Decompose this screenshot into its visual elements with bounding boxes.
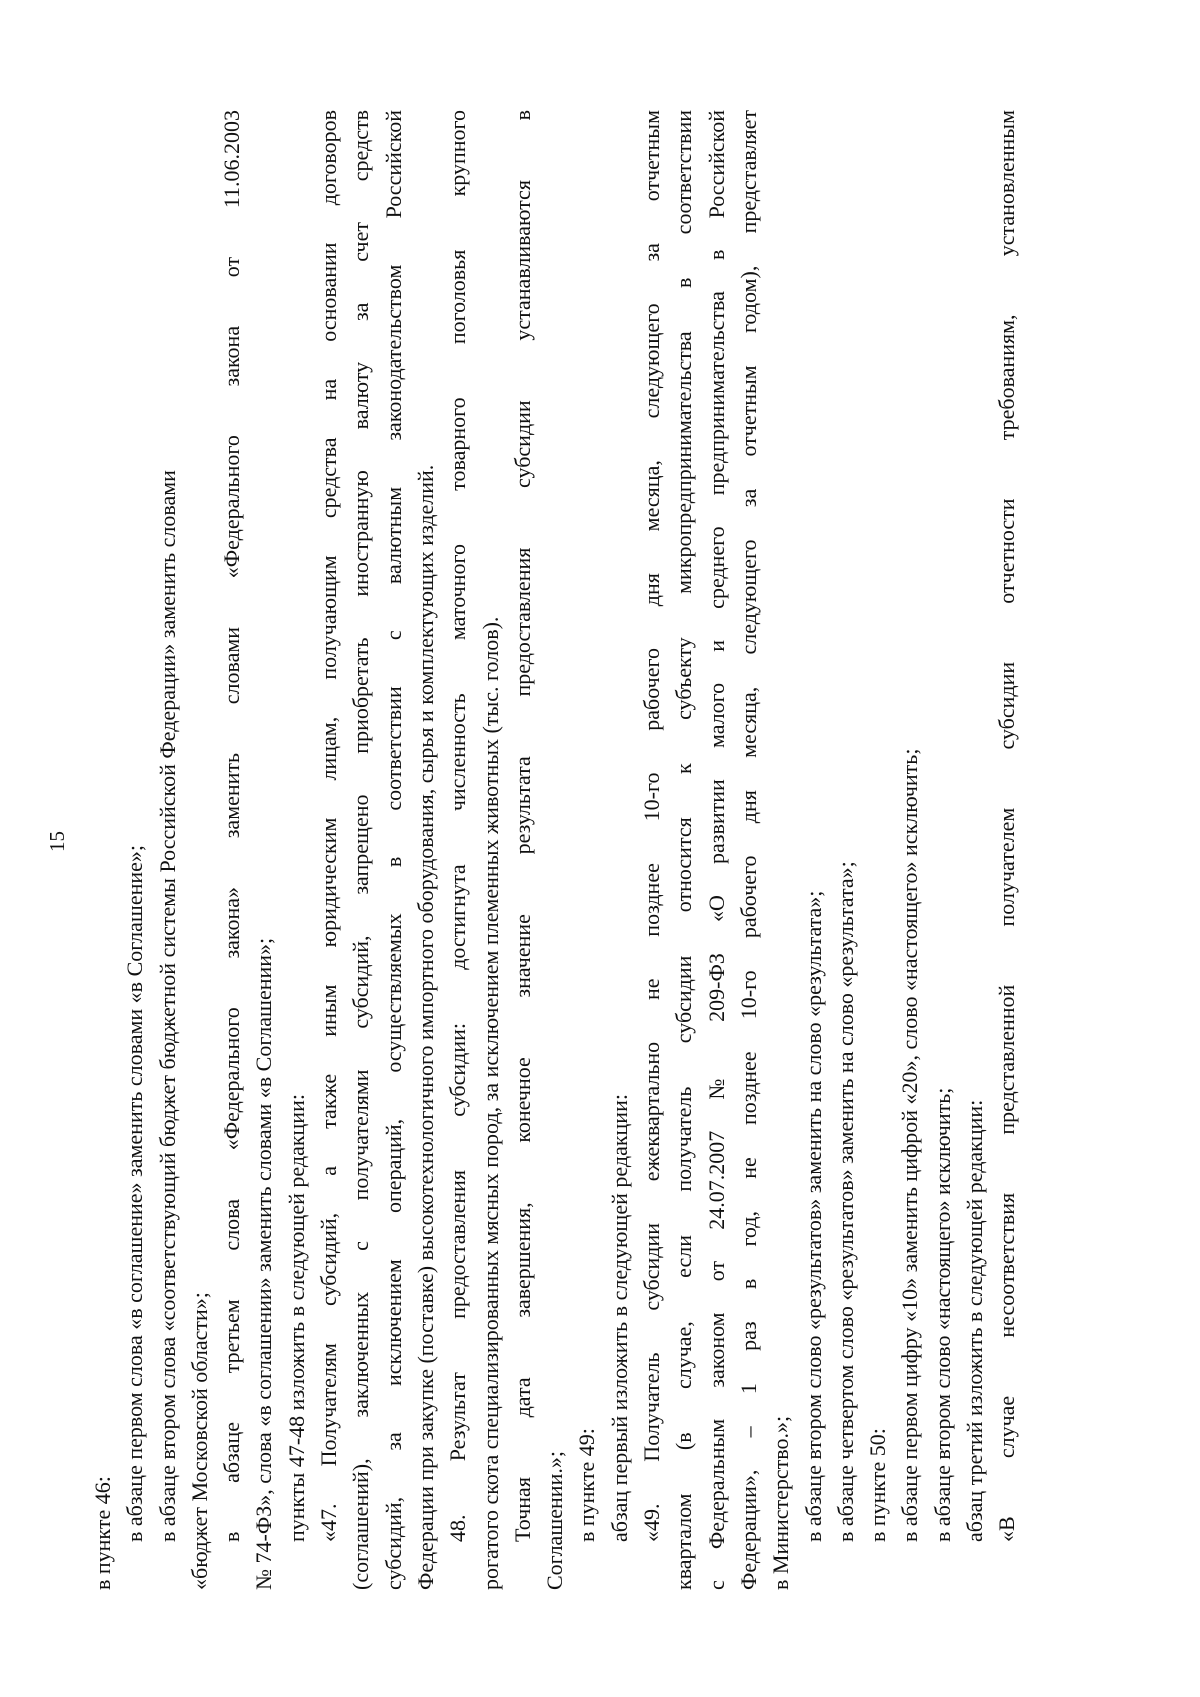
text-line: Федерации при закупке (поставке) высокотехнологичного импортного оборудования, сырья и комплектующих изделий.	[412, 464, 438, 1590]
text-line: субсидий, за исключением операций, осуществляемых в соответствии с валютным законодательством Российской	[380, 110, 406, 1590]
text-line: Точная дата завершения, конечное значение результата предоставления субсидии устанавливаются в	[509, 110, 535, 1542]
text-line: пункты 47-48 изложить в следующей редакции:	[283, 1094, 309, 1542]
text-line: Федерации», – 1 раз в год, не позднее 10-го рабочего дня месяца, следующего за отчетным годом), представляет	[735, 110, 761, 1590]
text-line: в абзаце первом цифру «10» заменить цифрой «20», слово «настоящего» исключить;	[897, 748, 923, 1542]
text-line: в абзаце втором слово «результатов» заменить на слово «результата»;	[800, 890, 826, 1542]
text-line: в Министерство.»;	[768, 1415, 794, 1590]
text-line: № 74-ФЗ», слова «в соглашении» заменить словами «в Соглашении»;	[251, 937, 277, 1590]
text-line: кварталом (в случае, если получатель субсидии относится к субъекту микропредпринимательства в соответствии	[671, 110, 697, 1590]
text-line: рогатого скота специализированных мясных пород, за исключением племенных животных (тыс. голов).	[477, 616, 503, 1590]
text-line: в абзаце третьем слова «Федерального закона» заменить словами «Федерального закона от 11.06.2003	[219, 110, 245, 1542]
text-line: в пункте 46:	[90, 1476, 115, 1590]
text-line: с Федеральным законом от 24.07.2007 № 209-ФЗ «О развитии малого и среднего предпринимательства в Российской	[703, 110, 729, 1590]
text-line: в пункте 49:	[574, 1428, 600, 1542]
text-line: «бюджет Московской области»;	[186, 1292, 212, 1590]
page-number: 15	[45, 831, 69, 852]
text-line: «49. Получатель субсидии ежеквартально не позднее 10-го рабочего дня месяца, следующего за отчетным	[639, 110, 665, 1542]
document-body	[87, 110, 1024, 1590]
text-line: абзац первый изложить в следующей редакции:	[606, 1094, 632, 1542]
text-line: в пункте 50:	[865, 1428, 891, 1542]
text-line: 48. Результат предоставления субсидии: достигнута численность маточного товарного поголовья крупного	[445, 110, 471, 1542]
text-line: в абзаце втором слово «настоящего» исключить;	[929, 1087, 955, 1542]
text-line: в абзаце четвертом слово «результатов» заменить на слово «результата»;	[832, 861, 858, 1542]
text-line: абзац третий изложить в следующей редакции:	[962, 1099, 988, 1542]
rotated-page-content	[45, 110, 1024, 1590]
text-line: (соглашений), заключенных с получателями субсидий, запрещено приобретать иностранную валюту за счет средств	[348, 110, 374, 1590]
text-line: «В случае несоответствия представленной получателем субсидии отчетности требованиям, установленным	[994, 110, 1020, 1542]
text-line: Соглашении.»;	[542, 1451, 568, 1590]
text-line: «47. Получателям субсидий, а также иным юридическим лицам, получающим средства на основании договоров	[316, 110, 342, 1542]
text-line: в абзаце втором слова «соответствующий бюджет бюджетной системы Российской Федерации» заменить словами	[154, 470, 180, 1542]
text-line: в абзаце первом слова «в соглашение» заменить словами «в Соглашение»;	[122, 844, 148, 1542]
